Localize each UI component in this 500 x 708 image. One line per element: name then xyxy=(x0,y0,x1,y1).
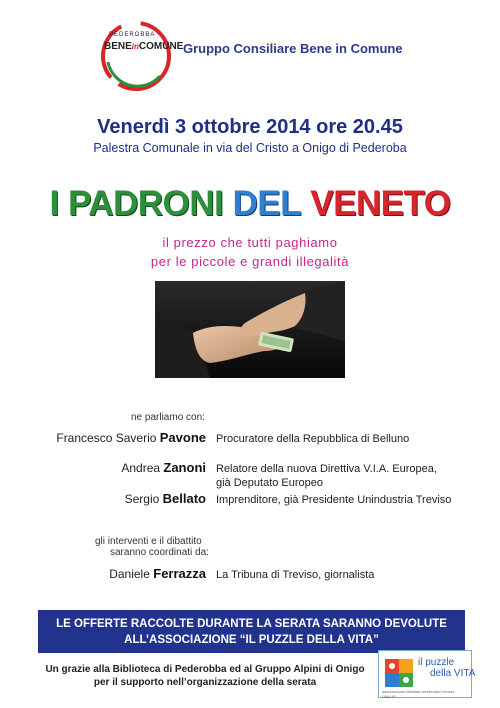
moderator-role: La Tribuna di Treviso, giornalista xyxy=(216,569,375,581)
speaker-name: Sergio Bellato xyxy=(124,491,206,506)
thanks-line-1: Un grazie alla Biblioteca di Pederobba ed al Gruppo Alpini di Onigo xyxy=(45,664,365,675)
thanks-line-2: per il supporto nell’organizzazione della serata xyxy=(93,677,317,688)
subtitle-line-2: per le piccole e grandi illegalità xyxy=(150,254,350,269)
logo-line2: BENEinCOMUNE xyxy=(104,41,184,52)
subtitle-line-1: il prezzo che tutti paghiamo xyxy=(162,235,338,250)
handshake-bribe-image xyxy=(155,281,345,378)
event-date-time: Venerdì 3 ottobre 2014 ore 20.45 xyxy=(97,116,403,138)
puzzle-logo-small: associazione familiari cerebrolesi Veneto - ONLUS xyxy=(382,689,457,699)
puzzle-logo-text-1: il puzzle xyxy=(418,657,455,668)
speaker-name: Andrea Zanoni xyxy=(121,460,206,475)
donation-banner xyxy=(38,610,465,653)
event-venue: Palestra Comunale in via del Cristo a Onigo di Pederoba xyxy=(93,141,407,155)
speakers-intro: ne parliamo con: xyxy=(131,412,205,423)
title-part-3: VENETO xyxy=(310,184,451,223)
group-name: Gruppo Consiliare Bene in Comune xyxy=(183,41,403,56)
puzzle-logo-text-2: della VITA xyxy=(430,668,476,679)
moderator-name: Daniele Ferrazza xyxy=(109,566,206,581)
speaker-role: Relatore della nuova Direttiva V.I.A. Europea, già Deputato Europeo xyxy=(216,463,437,489)
speaker-role: Imprenditore, già Presidente Unindustria Treviso xyxy=(216,494,452,506)
moderator-intro-1: gli interventi e il dibattito xyxy=(95,536,202,547)
speaker-role: Procuratore della Repubblica di Belluno xyxy=(216,433,410,445)
banner-line-1: LE OFFERTE RACCOLTE DURANTE LA SERATA SARANNO DEVOLUTE xyxy=(56,618,447,630)
main-title xyxy=(0,184,500,224)
logo-line1: PEDEROBBA xyxy=(109,32,156,38)
speaker-name: Francesco Saverio Pavone xyxy=(56,430,206,445)
moderator-intro-2: saranno coordinati da: xyxy=(110,547,209,558)
title-part-2: DEL xyxy=(232,184,301,223)
banner-line-2: ALL’ASSOCIAZIONE “IL PUZZLE DELLA VITA” xyxy=(124,634,379,646)
title-part-1: I PADRONI xyxy=(49,184,224,223)
bene-in-comune-logo xyxy=(100,20,172,92)
